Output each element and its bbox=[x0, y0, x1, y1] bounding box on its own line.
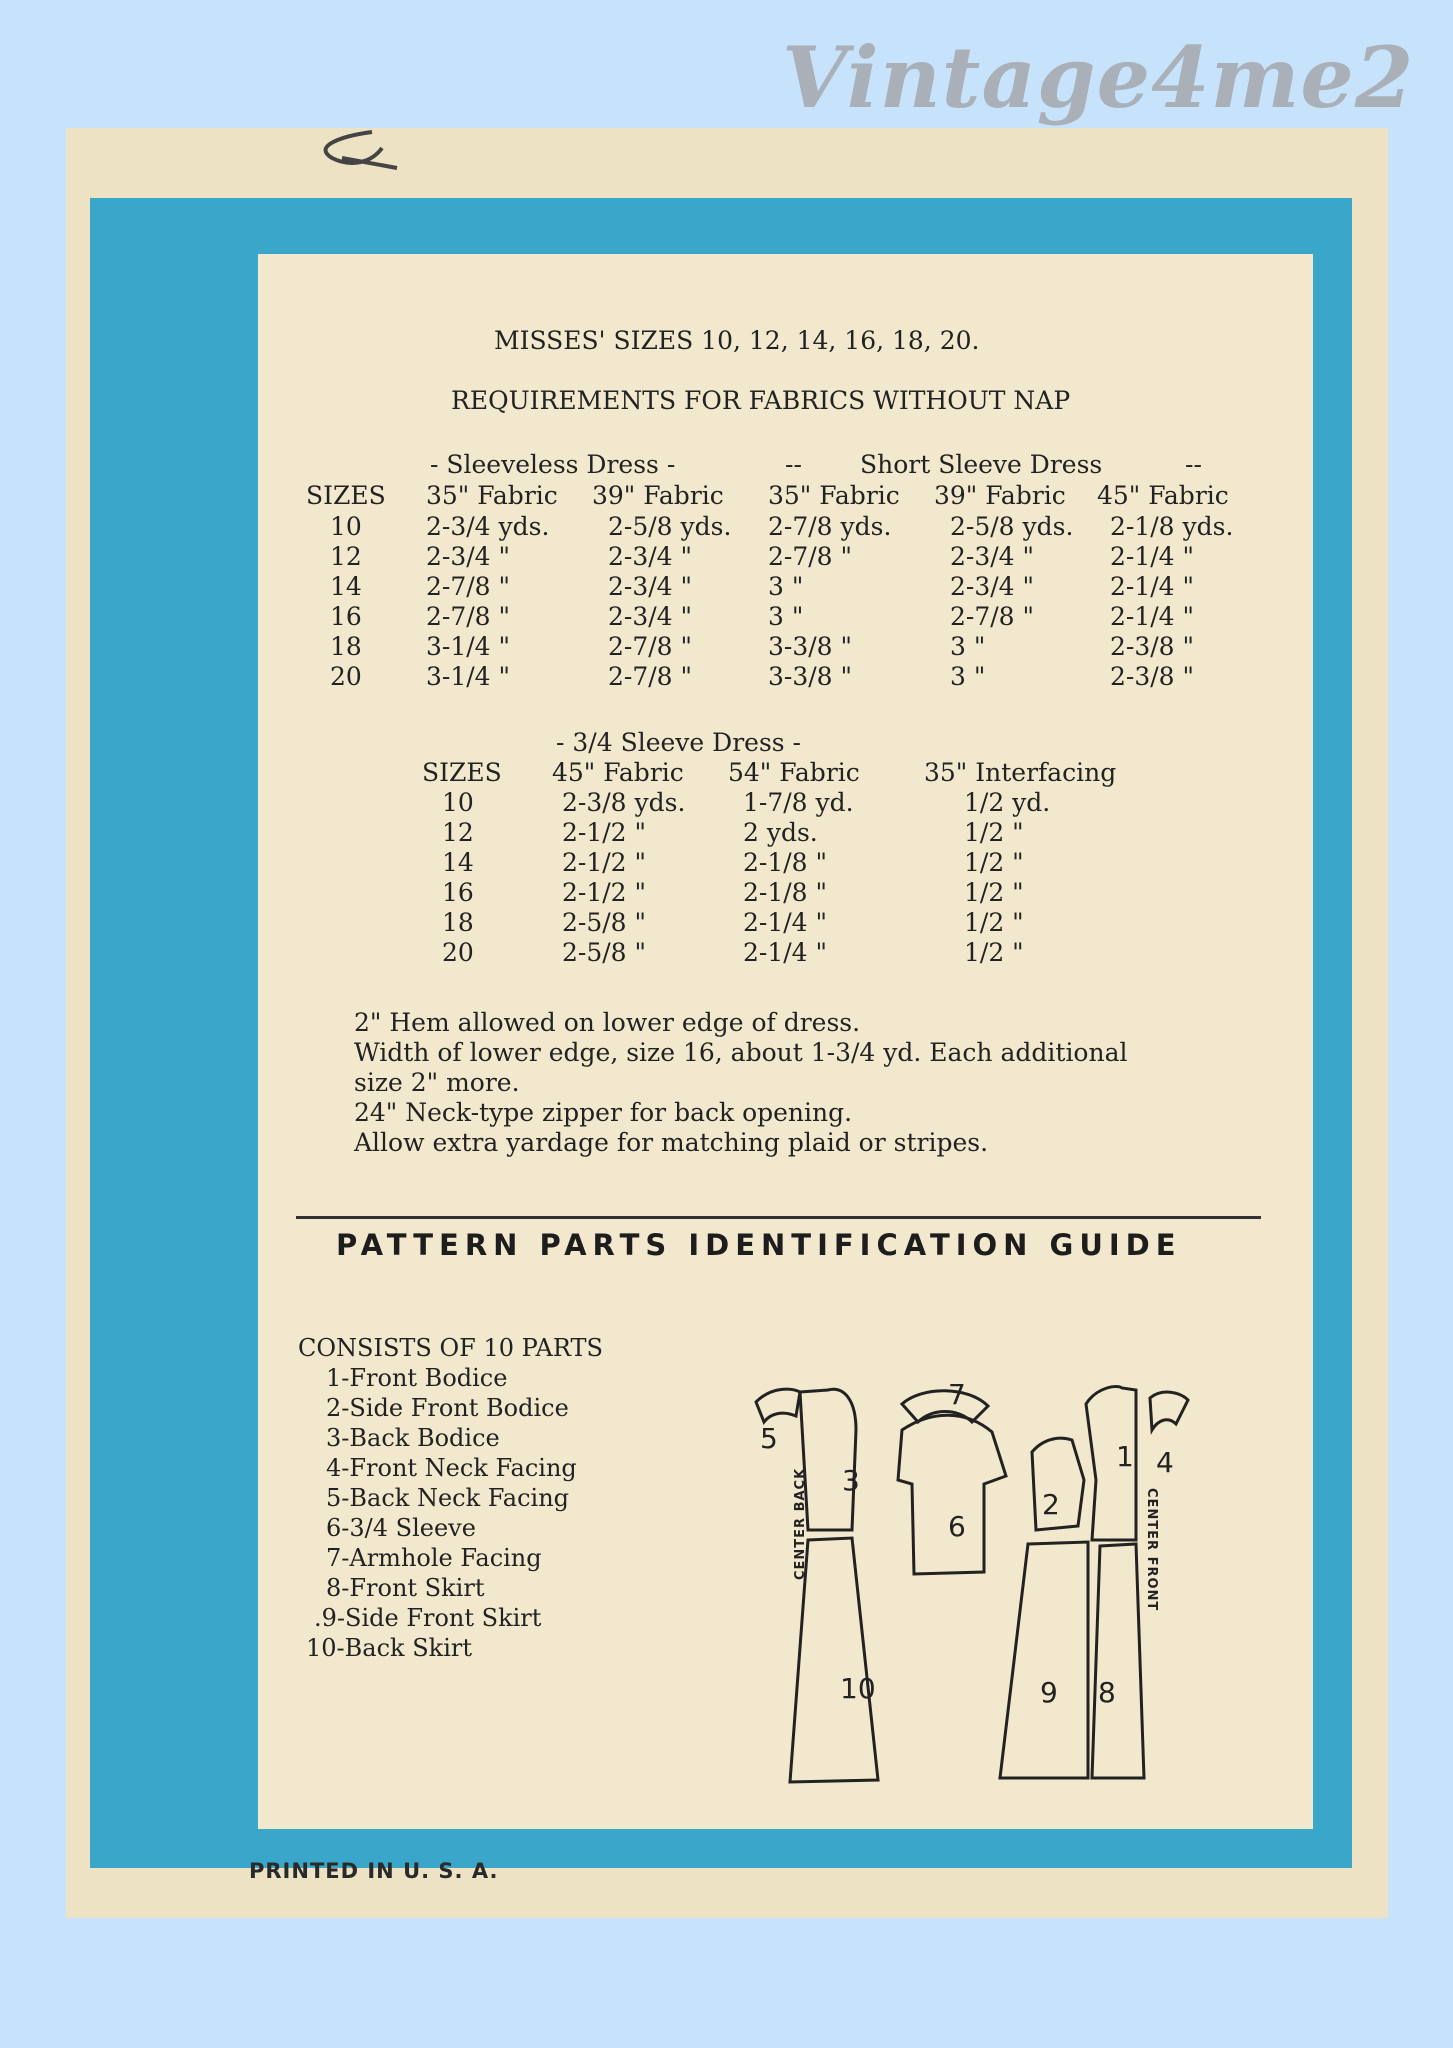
value-cell: 2-1/4 " bbox=[1110, 542, 1195, 571]
value-cell: 2-5/8 " bbox=[562, 938, 647, 967]
piece-label-6: 6 bbox=[948, 1510, 966, 1543]
value-cell: 1/2 " bbox=[964, 908, 1024, 937]
value-cell: 2-1/4 " bbox=[743, 908, 828, 937]
value-cell: 2-3/4 " bbox=[426, 542, 511, 571]
value-cell: 1-7/8 yd. bbox=[743, 788, 854, 817]
value-cell: 3-3/8 " bbox=[768, 632, 853, 661]
group-label-sleeveless: - Sleeveless Dress - bbox=[430, 450, 676, 479]
value-cell: 1/2 " bbox=[964, 818, 1024, 847]
piece-7-shape bbox=[902, 1391, 988, 1422]
guide-title: PATTERN PARTS IDENTIFICATION GUIDE bbox=[336, 1228, 1182, 1262]
pen-mark bbox=[302, 128, 412, 173]
piece-label-2: 2 bbox=[1042, 1488, 1060, 1521]
center-front-label: CENTER FRONT bbox=[1144, 1488, 1159, 1612]
value-cell: 2-3/8 " bbox=[1110, 662, 1195, 691]
piece-5-shape bbox=[756, 1389, 800, 1422]
parts-item: 1-Front Bodice bbox=[326, 1364, 508, 1392]
value-cell: 2-7/8 " bbox=[426, 572, 511, 601]
value-cell: 2-1/8 " bbox=[743, 848, 828, 877]
header-cell: 45" Fabric bbox=[552, 758, 684, 787]
value-cell: 2-5/8 yds. bbox=[608, 512, 732, 541]
value-cell: 2-1/2 " bbox=[562, 818, 647, 847]
value-cell: 3 " bbox=[768, 572, 804, 601]
value-cell: 1/2 yd. bbox=[964, 788, 1051, 817]
size-cell: 10 bbox=[442, 788, 474, 817]
size-cell: 12 bbox=[442, 818, 474, 847]
piece-label-3: 3 bbox=[842, 1464, 860, 1497]
size-cell: 12 bbox=[330, 542, 362, 571]
sizes-heading: MISSES' SIZES 10, 12, 14, 16, 18, 20. bbox=[494, 326, 980, 355]
group-label-short: Short Sleeve Dress bbox=[860, 450, 1103, 479]
header-cell: 35" Interfacing bbox=[924, 758, 1117, 787]
parts-item: 5-Back Neck Facing bbox=[326, 1484, 570, 1512]
parts-item: 8-Front Skirt bbox=[326, 1574, 485, 1602]
note-line: 24" Neck-type zipper for back opening. bbox=[354, 1098, 853, 1127]
value-cell: 2-7/8 " bbox=[768, 542, 853, 571]
value-cell: 1/2 " bbox=[964, 848, 1024, 877]
size-cell: 18 bbox=[330, 632, 362, 661]
header-cell: 54" Fabric bbox=[728, 758, 860, 787]
printed-in-label: PRINTED IN U. S. A. bbox=[249, 1859, 499, 1883]
size-cell: 18 bbox=[442, 908, 474, 937]
value-cell: 3-1/4 " bbox=[426, 632, 511, 661]
value-cell: 3 " bbox=[950, 662, 986, 691]
value-cell: 2-1/2 " bbox=[562, 878, 647, 907]
header-cell: 45" Fabric bbox=[1097, 481, 1229, 510]
requirements-heading: REQUIREMENTS FOR FABRICS WITHOUT NAP bbox=[451, 386, 1071, 415]
piece-6-shape bbox=[898, 1415, 1006, 1574]
value-cell: 2-1/4 " bbox=[1110, 572, 1195, 601]
value-cell: 2-3/4 " bbox=[608, 572, 693, 601]
piece-8-shape bbox=[1092, 1544, 1144, 1778]
header-cell: SIZES bbox=[422, 758, 502, 787]
piece-4-shape bbox=[1150, 1392, 1188, 1430]
value-cell: 3 " bbox=[768, 602, 804, 631]
value-cell: 1/2 " bbox=[964, 878, 1024, 907]
header-cell: 39" Fabric bbox=[592, 481, 724, 510]
value-cell: 2-1/2 " bbox=[562, 848, 647, 877]
note-line: Width of lower edge, size 16, about 1-3/4 yd. Each additional bbox=[354, 1038, 1128, 1067]
parts-header: CONSISTS OF 10 PARTS bbox=[298, 1334, 603, 1362]
parts-item: 10-Back Skirt bbox=[306, 1634, 472, 1662]
value-cell: 2-7/8 " bbox=[608, 632, 693, 661]
value-cell: 2-1/8 yds. bbox=[1110, 512, 1234, 541]
value-cell: 2 yds. bbox=[743, 818, 818, 847]
value-cell: 2-1/4 " bbox=[1110, 602, 1195, 631]
value-cell: 3 " bbox=[950, 632, 986, 661]
piece-label-10: 10 bbox=[840, 1672, 876, 1705]
header-cell: 35" Fabric bbox=[426, 481, 558, 510]
value-cell: 2-7/8 yds. bbox=[768, 512, 892, 541]
piece-label-8: 8 bbox=[1098, 1676, 1116, 1709]
size-cell: 10 bbox=[330, 512, 362, 541]
note-line: size 2" more. bbox=[354, 1068, 520, 1097]
note-line: 2" Hem allowed on lower edge of dress. bbox=[354, 1008, 861, 1037]
group-label-three-quarter: - 3/4 Sleeve Dress - bbox=[556, 728, 801, 757]
size-cell: 16 bbox=[442, 878, 474, 907]
value-cell: 2-3/4 yds. bbox=[426, 512, 550, 541]
center-back-label: CENTER BACK bbox=[793, 1467, 808, 1580]
parts-item: 6-3/4 Sleeve bbox=[326, 1514, 476, 1542]
group-label-dash2: -- bbox=[1185, 450, 1202, 479]
value-cell: 2-7/8 " bbox=[426, 602, 511, 631]
group-label-dash: -- bbox=[785, 450, 802, 479]
size-cell: 20 bbox=[442, 938, 474, 967]
size-cell: 16 bbox=[330, 602, 362, 631]
value-cell: 2-3/8 yds. bbox=[562, 788, 686, 817]
parts-item: 2-Side Front Bodice bbox=[326, 1394, 569, 1422]
piece-label-4: 4 bbox=[1156, 1446, 1174, 1479]
value-cell: 3-1/4 " bbox=[426, 662, 511, 691]
piece-label-7: 7 bbox=[948, 1380, 966, 1411]
value-cell: 2-1/4 " bbox=[743, 938, 828, 967]
pattern-pieces-diagram bbox=[752, 1380, 1202, 1790]
value-cell: 2-5/8 yds. bbox=[950, 512, 1074, 541]
size-cell: 14 bbox=[442, 848, 474, 877]
divider-rule bbox=[296, 1216, 1261, 1219]
header-cell: 39" Fabric bbox=[934, 481, 1066, 510]
piece-label-1: 1 bbox=[1116, 1440, 1134, 1473]
piece-3-shape bbox=[800, 1389, 856, 1530]
piece-label-9: 9 bbox=[1040, 1676, 1058, 1709]
header-cell: SIZES bbox=[306, 481, 386, 510]
size-cell: 14 bbox=[330, 572, 362, 601]
size-cell: 20 bbox=[330, 662, 362, 691]
value-cell: 2-5/8 " bbox=[562, 908, 647, 937]
parts-item: 3-Back Bodice bbox=[326, 1424, 500, 1452]
value-cell: 2-3/4 " bbox=[608, 602, 693, 631]
value-cell: 2-7/8 " bbox=[608, 662, 693, 691]
value-cell: 3-3/8 " bbox=[768, 662, 853, 691]
value-cell: 2-3/4 " bbox=[608, 542, 693, 571]
piece-label-5: 5 bbox=[760, 1422, 778, 1455]
value-cell: 2-3/4 " bbox=[950, 572, 1035, 601]
value-cell: 1/2 " bbox=[964, 938, 1024, 967]
parts-item: .9-Side Front Skirt bbox=[314, 1604, 542, 1632]
parts-item: 4-Front Neck Facing bbox=[326, 1454, 577, 1482]
piece-9-shape bbox=[1000, 1542, 1088, 1778]
note-line: Allow extra yardage for matching plaid or stripes. bbox=[354, 1128, 989, 1157]
value-cell: 2-7/8 " bbox=[950, 602, 1035, 631]
value-cell: 2-1/8 " bbox=[743, 878, 828, 907]
watermark: Vintage4me2 bbox=[782, 28, 1415, 127]
parts-item: 7-Armhole Facing bbox=[326, 1544, 542, 1572]
value-cell: 2-3/8 " bbox=[1110, 632, 1195, 661]
value-cell: 2-3/4 " bbox=[950, 542, 1035, 571]
header-cell: 35" Fabric bbox=[768, 481, 900, 510]
